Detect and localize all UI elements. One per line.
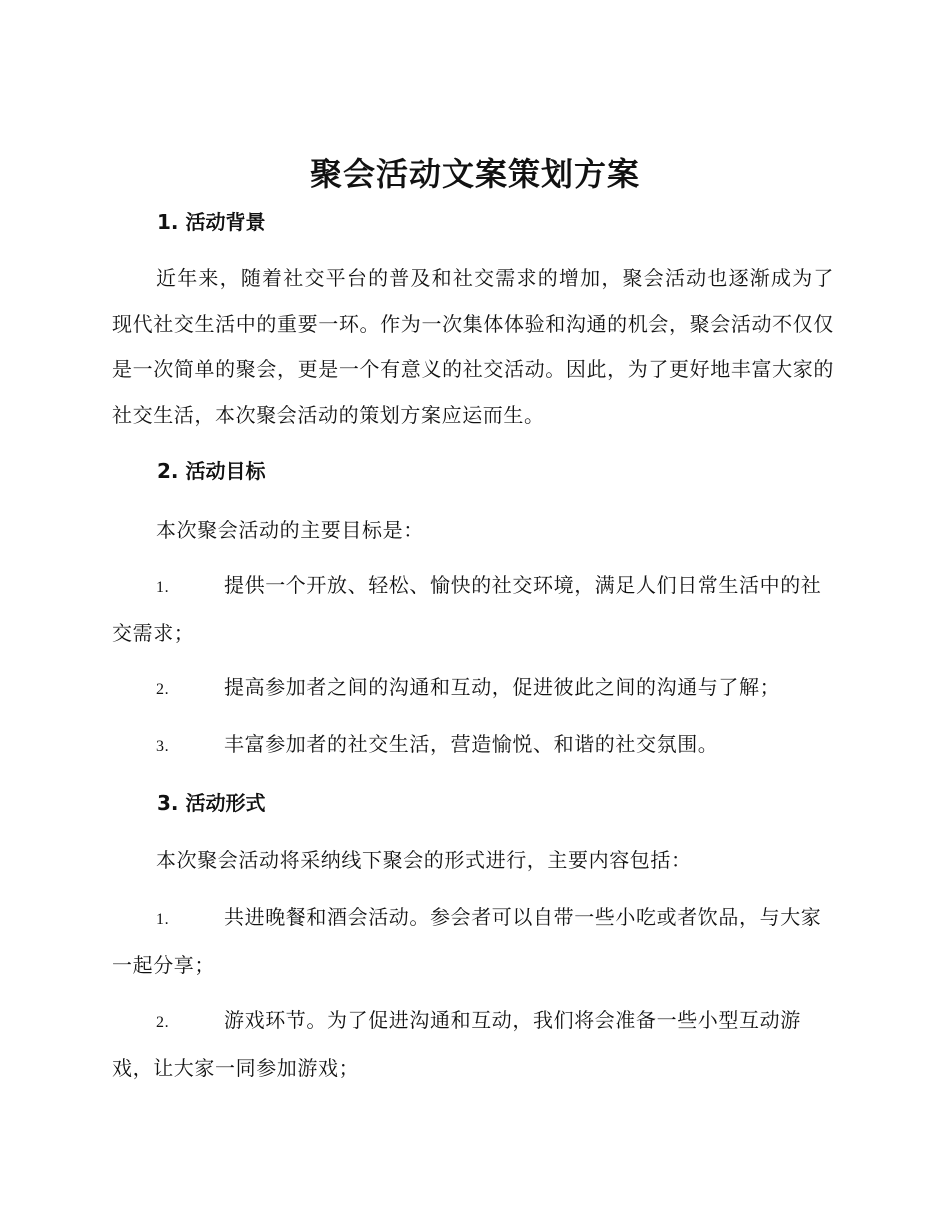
list-item: [112, 665, 834, 713]
list-item-number: 1.: [156, 911, 170, 928]
list-item: [112, 563, 834, 656]
list-item-text: 提高参加者之间的沟通和互动，促进彼此之间的沟通与了解；: [224, 675, 781, 699]
list-item-number: 2.: [156, 681, 170, 698]
list-item: [112, 722, 834, 770]
list-item-text: 提供一个开放、轻松、愉快的社交环境，满足人们日常生活中的社交需求；: [112, 573, 822, 645]
list-item: [112, 895, 834, 988]
list-item-number: 1.: [156, 579, 170, 596]
list-item-text: 游戏环节。为了促进沟通和互动，我们将会准备一些小型互动游戏，让大家一同参加游戏；: [112, 1008, 801, 1080]
section-2-heading: 2. 活动目标: [157, 459, 266, 483]
section-3-heading: 3. 活动形式: [157, 791, 266, 815]
section-1-paragraph: 近年来，随着社交平台的普及和社交需求的增加，聚会活动也逐渐成为了现代社交生活中的重要一环。作为一次集体体验和沟通的机会，聚会活动不仅仅是一次简单的聚会，更是一个有意义的社交活动。因此，为了更好地丰富大家的社交生活，本次聚会活动的策划方案应运而生。: [112, 266, 834, 427]
list-item: [112, 998, 834, 1091]
list-item-text: 共进晚餐和酒会活动。参会者可以自带一些小吃或者饮品，与大家一起分享；: [112, 905, 822, 977]
section-2-intro: 本次聚会活动的主要目标是：: [156, 518, 424, 542]
section-3-intro: 本次聚会活动将采纳线下聚会的形式进行，主要内容包括：: [156, 848, 692, 872]
section-1-heading: 1. 活动背景: [157, 210, 266, 234]
list-item-number: 2.: [156, 1014, 170, 1031]
list-item-text: 丰富参加者的社交生活，营造愉悦、和谐的社交氛围。: [224, 732, 719, 756]
list-item-number: 3.: [156, 738, 170, 755]
document-title: 聚会活动文案策划方案: [309, 155, 640, 193]
